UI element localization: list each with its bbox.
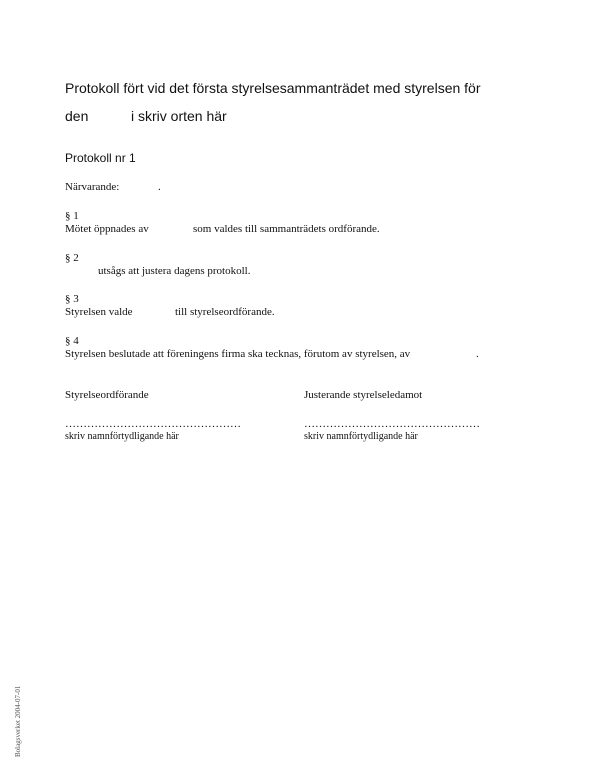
present-label: Närvarande: xyxy=(65,181,120,193)
section-4-text-a: Styrelsen beslutade att föreningens firma ska tecknas, förutom av styrelsen, av xyxy=(65,348,411,360)
signature-right-line: ………………………………………… xyxy=(304,418,480,430)
section-4-number: § 4 xyxy=(65,335,79,347)
section-1-text-b: som valdes till sammanträdets ordförande. xyxy=(193,223,380,235)
signature-left-line: ………………………………………… xyxy=(65,418,241,430)
section-1-number: § 1 xyxy=(65,210,79,222)
section-1-text-a: Mötet öppnades av xyxy=(65,223,149,235)
signature-left-role: Styrelseordförande xyxy=(65,389,149,401)
protocol-number: Protokoll nr 1 xyxy=(65,151,136,165)
section-2-text: utsågs att justera dagens protokoll. xyxy=(98,265,251,277)
signature-left-hint: skriv namnförtydligande här xyxy=(65,431,179,442)
section-3-text-a: Styrelsen valde xyxy=(65,306,133,318)
section-4-text-b: . xyxy=(476,348,479,360)
signature-right-role: Justerande styrelseledamot xyxy=(304,389,423,401)
title-date-label: den xyxy=(65,108,89,124)
present-end: . xyxy=(158,181,161,193)
vertical-footer-text: Bolagsverket 2004-07-01 xyxy=(14,685,22,757)
section-3-number: § 3 xyxy=(65,293,79,305)
signature-right-hint: skriv namnförtydligande här xyxy=(304,431,418,442)
document-title: Protokoll fört vid det första styrelsesammanträdet med styrelsen för xyxy=(65,80,481,96)
title-place: i skriv orten här xyxy=(131,108,227,124)
section-2-number: § 2 xyxy=(65,252,79,264)
section-3-text-b: till styrelseordförande. xyxy=(175,306,275,318)
